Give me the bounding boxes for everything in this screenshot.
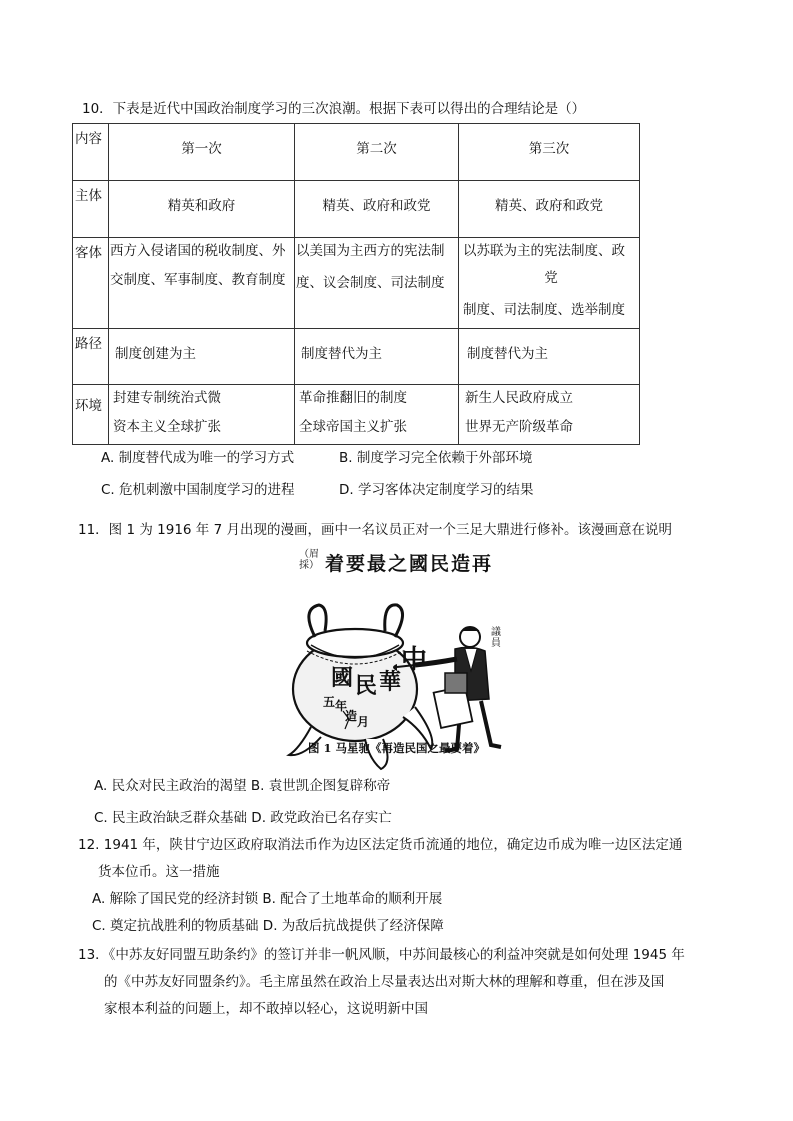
table-header-third: 第三次 bbox=[459, 124, 640, 181]
q10-option-a: A. 制度替代成为唯一的学习方式 bbox=[101, 450, 295, 466]
cartoon-member-label: 議員 bbox=[491, 627, 501, 649]
subject-second: 精英、政府和政党 bbox=[295, 181, 459, 238]
q13-line1: 13．《中苏友好同盟互助条约》的签订并非一帆风顺，中苏间最核心的利益冲突就是如何处理 1945 年 bbox=[78, 947, 685, 963]
object-second-line1: 以美国为主西方的宪法制 bbox=[296, 243, 445, 259]
env-third-line2: 世界无产阶级革命 bbox=[465, 419, 573, 435]
env-third bbox=[459, 385, 640, 445]
q10-option-d: D. 学习客体决定制度学习的结果 bbox=[339, 482, 534, 498]
table-header-second: 第二次 bbox=[295, 124, 459, 181]
q11-options-cd: C. 民主政治缺乏群众基础 D. 政党政治已名存实亡 bbox=[94, 810, 392, 826]
q12-options-cd: C. 奠定抗战胜利的物质基础 D. 为敌后抗战提供了经济保障 bbox=[92, 918, 444, 934]
q10-stem: 10．下表是近代中国政治制度学习的三次浪潮。根据下表可以得出的合理结论是（） bbox=[82, 101, 586, 117]
path-second: 制度替代为主 bbox=[295, 329, 459, 385]
env-second-line1: 革命推翻旧的制度 bbox=[299, 390, 407, 406]
q11-options-ab: A. 民众对民主政治的渴望 B. 袁世凯企图复辟称帝 bbox=[94, 778, 391, 794]
path-first: 制度创建为主 bbox=[109, 329, 295, 385]
env-first-line1: 封建专制统治式微 bbox=[113, 390, 221, 406]
row-label-subject: 主体 bbox=[73, 181, 109, 238]
env-third-line1: 新生人民政府成立 bbox=[465, 390, 573, 406]
cartoon-figure: （眉採） 着要最之國民造再 中 華 民 國 五 年 造 月 議員 bbox=[285, 543, 510, 763]
object-first-line1: 西方入侵诸国的税收制度、外 bbox=[110, 243, 286, 259]
q12-stem-line1: 12. 1941 年，陕甘宁边区政府取消法币作为边区法定货币流通的地位，确定边币成为唯一边区法定通 bbox=[78, 837, 683, 853]
cartoon-title: 着要最之國民造再 bbox=[325, 553, 494, 575]
object-second bbox=[295, 238, 459, 329]
table-header-first: 第一次 bbox=[109, 124, 295, 181]
row-label-path: 路径 bbox=[73, 329, 109, 385]
q12-options-ab: A. 解除了国民党的经济封锁 B. 配合了土地革命的顺利开展 bbox=[92, 891, 443, 907]
env-first bbox=[109, 385, 295, 445]
q13-line2: 的《中苏友好同盟条约》。毛主席虽然在政治上尽量表达出对斯大林的理解和尊重，但在涉及国 bbox=[104, 974, 665, 990]
subject-third: 精英、政府和政党 bbox=[459, 181, 640, 238]
env-second-line2: 全球帝国主义扩张 bbox=[299, 419, 407, 435]
q12-stem-line2: 货本位币。这一措施 bbox=[98, 864, 220, 880]
subject-first: 精英和政府 bbox=[109, 181, 295, 238]
object-first bbox=[109, 238, 295, 329]
cartoon-side-label: （眉採） bbox=[299, 549, 319, 571]
object-first-line2: 交制度、军事制度、教育制度 bbox=[110, 272, 286, 288]
q11-stem: 11．图 1 为 1916 年 7 月出现的漫画，画中一名议员正对一个三足大鼎进行修补。该漫画意在说明 bbox=[78, 522, 672, 538]
q10-option-b: B. 制度学习完全依赖于外部环境 bbox=[339, 450, 533, 466]
cartoon-caption: 图 1 马星驰《再造民国之最要着》 bbox=[308, 741, 486, 755]
env-first-line2: 资本主义全球扩张 bbox=[113, 419, 221, 435]
row-label-env: 环境 bbox=[73, 385, 109, 445]
path-third: 制度替代为主 bbox=[459, 329, 640, 385]
object-second-line2: 度、议会制度、司法制度 bbox=[296, 275, 445, 291]
q10-option-c: C. 危机刺激中国制度学习的进程 bbox=[101, 482, 295, 498]
q10-table bbox=[72, 123, 640, 445]
q13-line3: 家根本利益的问题上，却不敢掉以轻心，这说明新中国 bbox=[104, 1001, 428, 1017]
object-third-line2: 党 bbox=[544, 270, 558, 286]
env-second bbox=[295, 385, 459, 445]
row-label-object: 客体 bbox=[73, 238, 109, 329]
object-third-line1: 以苏联为主的宪法制度、政 bbox=[463, 243, 625, 259]
object-third bbox=[459, 238, 640, 329]
table-header-content: 内容 bbox=[73, 124, 109, 181]
object-third-line3: 制度、司法制度、选举制度 bbox=[463, 302, 625, 318]
